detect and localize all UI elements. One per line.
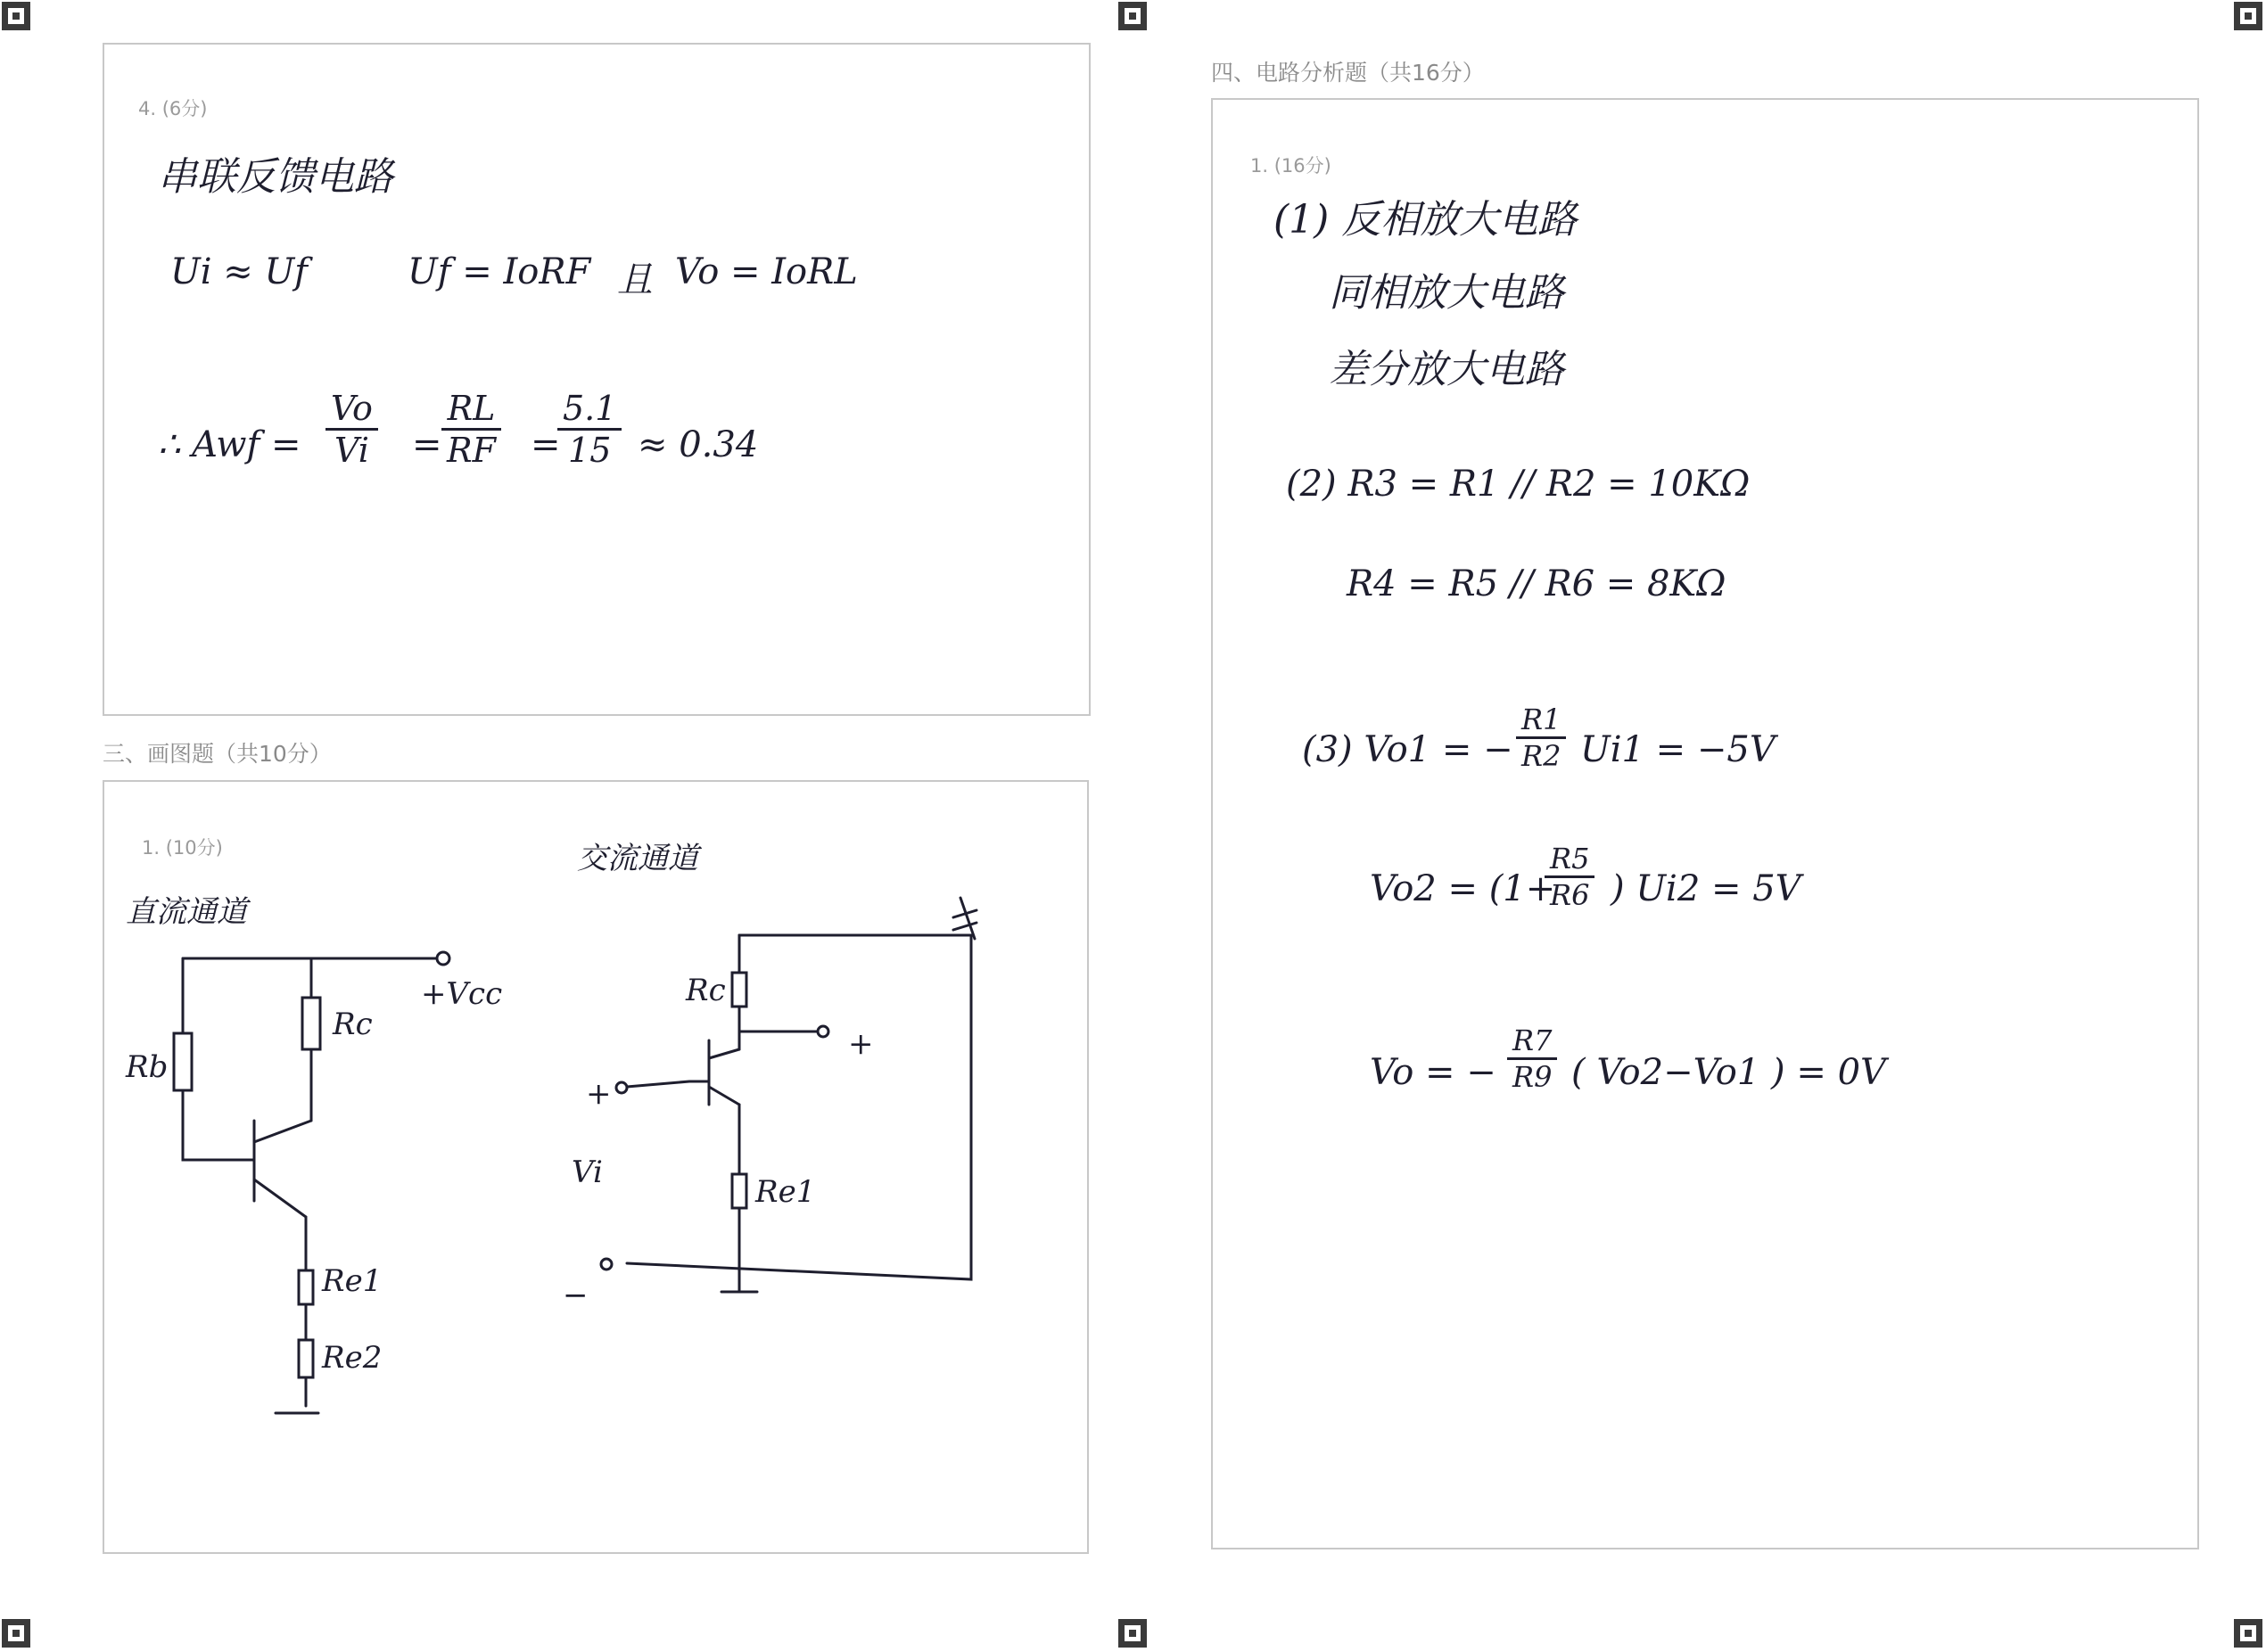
answer-part1-line2: 同相放大电路 <box>1329 270 1564 316</box>
question-label: 1. (16分) <box>1250 155 1331 177</box>
answer-part1-line1: (1) 反相放大电路 <box>1273 197 1578 242</box>
answer-part3-vo-post: ( Vo2−Vo1 ) = 0V <box>1571 1052 1886 1093</box>
corner-marker-bottom-left <box>2 1619 30 1648</box>
answer-part3-vo1-pre: (3) Vo1 = − <box>1302 729 1513 770</box>
answer-part3-vo2-pre: Vo2 = (1+ <box>1370 868 1556 909</box>
rc-label: Rc <box>333 1007 373 1042</box>
ac-rc-label: Rc <box>686 973 726 1008</box>
corner-marker-bottom-center <box>1118 1619 1147 1648</box>
fraction-r5-r6: R5 R6 <box>1545 842 1594 912</box>
dc-path-title: 直流通道 <box>126 894 247 930</box>
transistor-emitter <box>709 1087 739 1105</box>
answer-part2-line2: R4 = R5 // R6 = 8KΩ <box>1347 563 1726 604</box>
corner-marker-top-center <box>1118 2 1147 30</box>
equals-sign: = <box>412 424 442 465</box>
output-terminal <box>818 1026 828 1037</box>
fraction-r7-r9: R7 R9 <box>1507 1023 1557 1094</box>
question-label: 4. (6分) <box>138 98 208 119</box>
equals-sign: = <box>531 424 561 465</box>
answer-result: ≈ 0.34 <box>638 424 759 465</box>
input-terminal <box>616 1082 627 1093</box>
fraction-values: 5.1 15 <box>557 389 622 470</box>
answer-part3-vo-pre: Vo = − <box>1370 1052 1496 1093</box>
re2-label: Re2 <box>322 1340 383 1376</box>
vcc-label: +Vcc <box>421 976 503 1012</box>
ac-vi-label: Vi <box>572 1155 603 1190</box>
answer-conjunction: 且 <box>617 259 653 300</box>
answer-box-drawing <box>103 780 1089 1554</box>
corner-marker-top-right <box>2234 2 2262 30</box>
question-label: 1. (10分) <box>142 837 223 859</box>
fraction-rl-rf: RL RF <box>441 389 501 470</box>
top-rail-wire <box>627 935 971 1279</box>
answer-equation-vo: Vo = IoRL <box>675 251 858 292</box>
answer-part2-line1: (2) R3 = R1 // R2 = 10KΩ <box>1286 464 1751 505</box>
ground-tick-a <box>960 898 975 939</box>
answer-equation-ui: Ui ≈ Uf <box>170 251 308 292</box>
section-title-analysis: 四、电路分析题（共16分） <box>1211 60 1485 86</box>
rb-label: Rb <box>126 1049 169 1085</box>
ac-re1-label: Re1 <box>755 1174 816 1210</box>
answer-equation-uf: Uf = IoRF <box>408 251 591 292</box>
transistor-collector <box>709 1049 739 1058</box>
answer-line-feedback-type: 串联反馈电路 <box>158 154 393 200</box>
corner-marker-bottom-right <box>2234 1619 2262 1648</box>
answer-part3-vo2-post: ) Ui2 = 5V <box>1611 868 1801 909</box>
ac-path-title: 交流通道 <box>577 841 698 876</box>
ac-minus: − <box>563 1278 589 1313</box>
answer-therefore: ∴ Awf = <box>158 424 301 465</box>
input-wire <box>627 1081 709 1087</box>
answer-box-analysis <box>1211 98 2199 1549</box>
rc-resistor <box>732 973 746 1007</box>
re1-resistor <box>732 1174 746 1208</box>
ac-output-plus: + <box>848 1026 874 1062</box>
answer-box-q4 <box>103 43 1091 716</box>
fraction-vo-vi: Vo Vi <box>325 389 378 470</box>
section-title-drawing: 三、画图题（共10分） <box>103 741 332 767</box>
re1-label: Re1 <box>322 1263 383 1299</box>
answer-part1-line3: 差分放大电路 <box>1329 347 1564 392</box>
fraction-r1-r2: R1 R2 <box>1516 703 1566 773</box>
corner-marker-top-left <box>2 2 30 30</box>
answer-part3-vo1-post: Ui1 = −5V <box>1580 729 1776 770</box>
minus-terminal <box>601 1259 612 1270</box>
ac-input-plus: + <box>586 1076 612 1112</box>
ground-tick-c <box>953 923 976 930</box>
